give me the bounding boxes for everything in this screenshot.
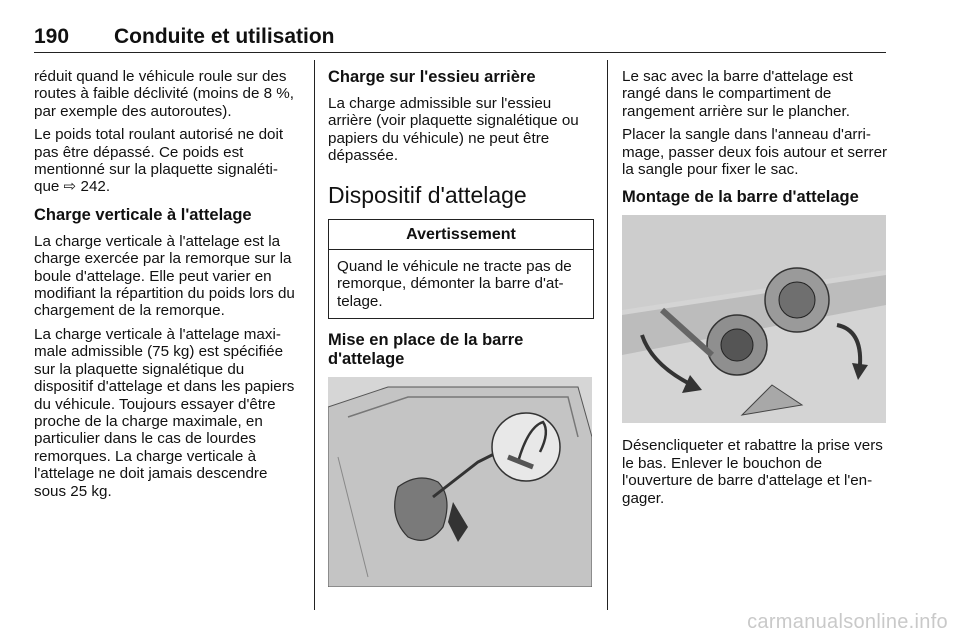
section-heading: Mise en place de la barre d'attelage [328,331,524,369]
column-divider [607,60,608,610]
warning-box [328,219,594,320]
page-header [34,22,886,53]
section-heading: Montage de la barre d'attelage [622,188,859,207]
tow-bar-socket-illustration [622,215,886,423]
page-number: 190 [34,25,70,48]
warning-text: Quand le véhicule ne tracte pas de remorque, démonter la barre d'at-telage. [337,258,572,310]
section-heading: Charge verticale à l'attelage [34,205,252,224]
watermark-logo: carmanualsonline.info [747,611,948,633]
column-middle [328,68,594,601]
paragraph: La charge verticale à l'attelage est la charge exercée par la remorque sur la boule d'attelage. Elle peut varier en modifiant la répartition du poids lors du chargement de la remorque. [34,232,295,320]
paragraph: Désencliqueter et rabattre la prise vers le bas. Enlever le bouchon de l'ouverture de barre d'attelage et l'en-gager. [622,437,883,507]
trunk-illustration [328,377,592,587]
section-heading: Charge sur l'essieu arrière [328,68,536,86]
paragraph: réduit quand le véhicule roule sur des routes à faible déclivité (moins de 8 %, par exemple des autoroutes). [34,68,295,120]
socket-image [622,215,886,423]
trunk-strap-image [328,377,592,587]
column-left [34,68,302,506]
column-right [622,68,888,513]
paragraph: Le sac avec la barre d'attelage est rangé dans le compartiment de rangement arrière sur le plancher. [622,68,853,120]
paragraph: Le poids total roulant autorisé ne doit pas être dépassé. Ce poids est mentionné sur la plaquette signaléti-que ⇨ 242. [34,126,284,196]
paragraph: Placer la sangle dans l'anneau d'arri-mage, passer deux fois autour et serrer la sangle pour fixer le sac. [622,126,888,179]
chapter-title: Conduite et utilisation [114,25,335,48]
column-divider [314,60,315,610]
paragraph: La charge verticale à l'attelage maxi-male admissible (75 kg) est spécifiée sur la plaquette signalétique du dispositif d'attelage et dans les papiers du véhicule. Toujours essayer d'être proche de la charge maximale, en particulier dans le cas de lourdes remorques. La charge verticale à l'attelage ne doit jamais descendre sous 25 kg. [34,325,295,500]
warning-title: Avertissement [329,220,593,250]
chapter-section-title: Dispositif d'attelage [328,181,527,208]
paragraph: La charge admissible sur l'essieu arrière (voir plaquette signalétique ou papiers du véhicule) ne peut être dépassée. [328,95,579,165]
